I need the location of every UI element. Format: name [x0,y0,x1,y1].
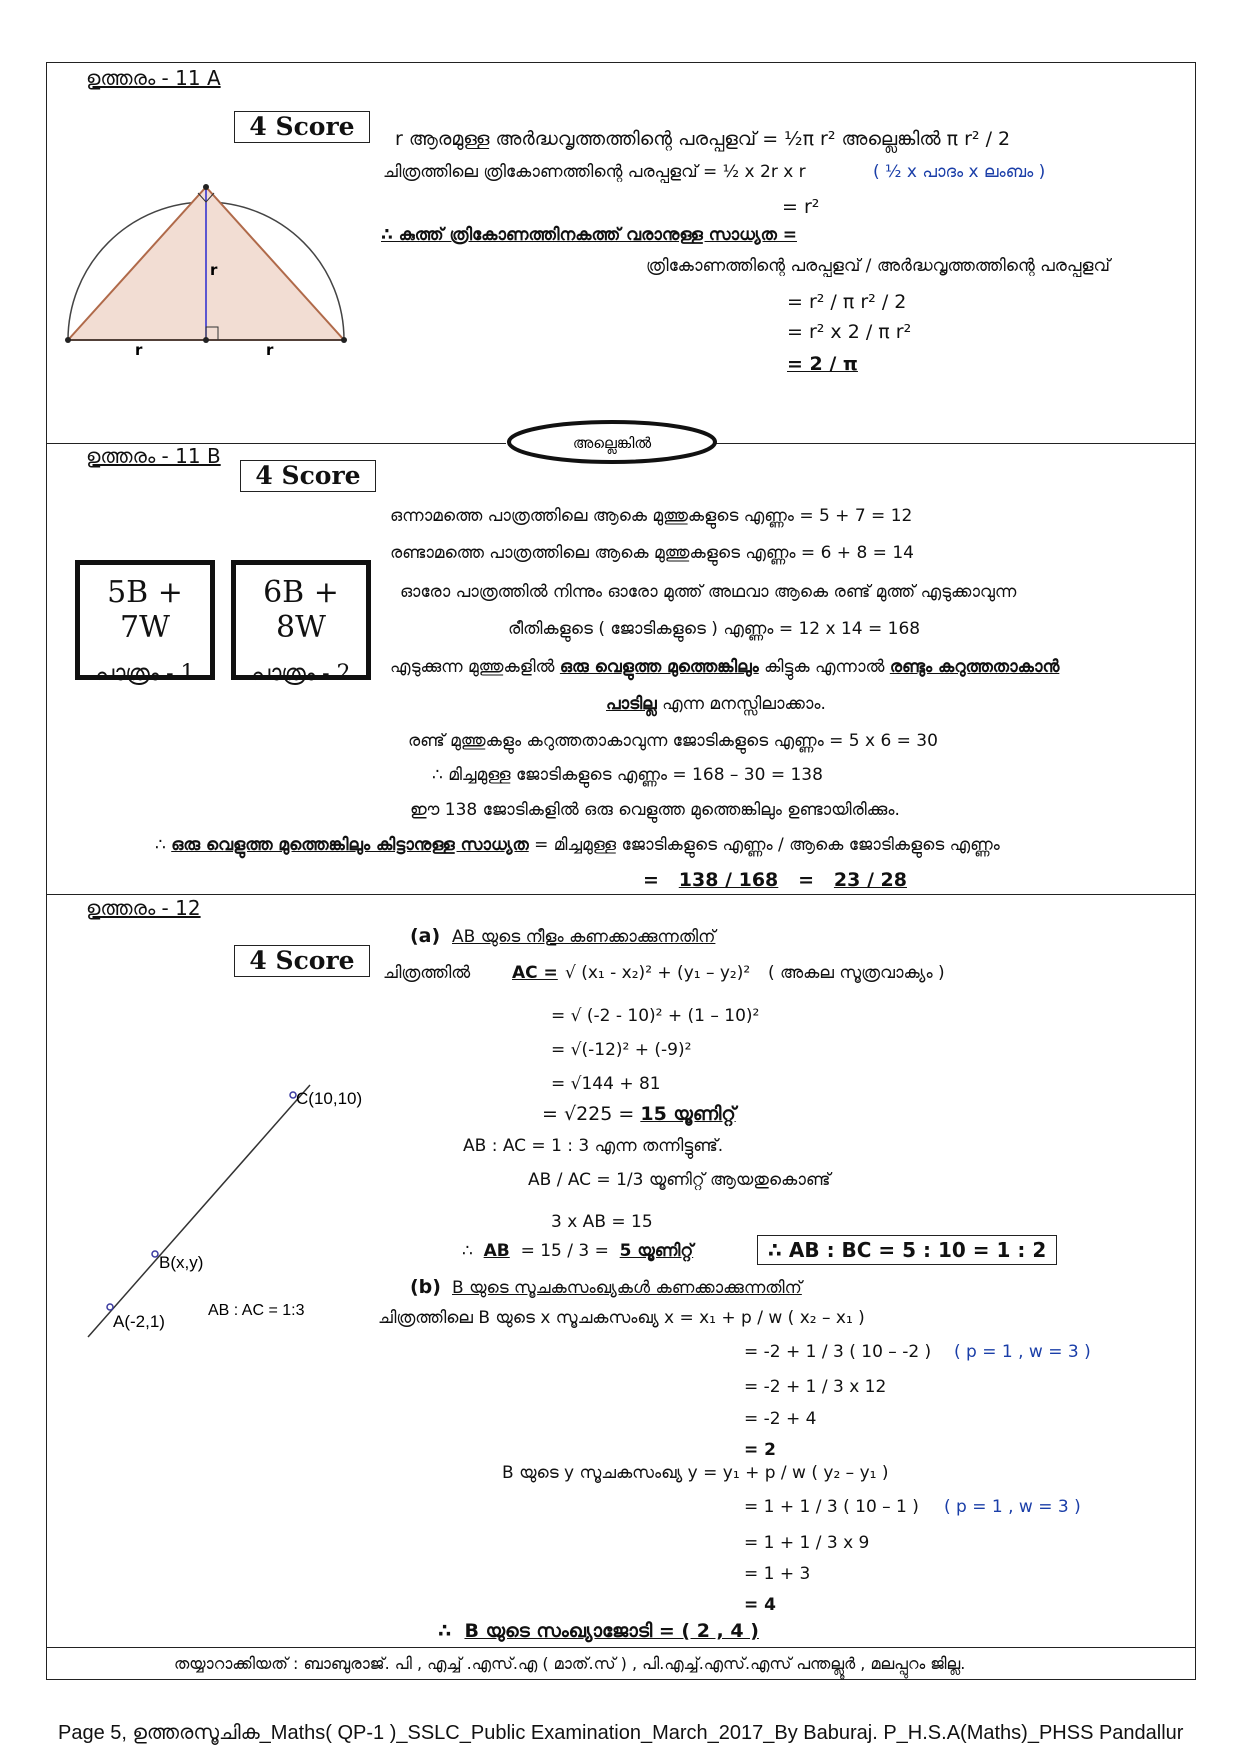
label-b: B(x,y) [159,1253,204,1272]
divider-11b-12 [46,894,1196,895]
point-left [65,337,71,343]
q12-heading: ഉത്തരം - 12 [86,896,201,920]
q11a-heading: ഉത്തരം - 11 A [86,66,221,90]
q12a-step-4: = √225 = 15 യൂണിറ്റ് [542,1103,736,1125]
line-segment-figure [80,1075,380,1355]
q12b-title: B യുടെ സൂചകസംഖ്യകൾ കണക്കാക്കുന്നതിന് [452,1278,802,1298]
q11b-line-138: ഈ 138 ജോടികളിൽ ഒരു വെളുത്ത മുത്തെങ്കിലും ഉണ്ടായിരിക്കും. [410,800,900,820]
q11b-heading: ഉത്തരം - 11 B [86,444,221,468]
label-ratio: AB : AC = 1:3 [208,1302,305,1319]
q12a-step-1: = √ (-2 - 10)² + (1 – 10)² [551,1006,760,1026]
q12b-pw-note-1: ( p = 1 , w = 3 ) [954,1342,1091,1362]
point-right [341,337,347,343]
q12a-unit-line: AB / AC = 1/3 യൂണിറ്റ് ആയതുകൊണ്ട് [528,1170,831,1190]
q12b-y-step-2: = 1 + 1 / 3 x 9 [744,1533,870,1553]
q12a-label: (a) [410,925,441,947]
q11a-line-probability: ∴ കുത്ത് ത്രികോണത്തിനകത്ത് വരാനുള്ള സാധ്യത = [381,225,797,245]
jar-1 [75,560,215,686]
point-top [203,184,209,190]
radius-label-vertical: r [210,261,218,279]
q11a-step-3 [787,353,858,375]
segment-ac [88,1085,310,1337]
jar-2 [231,560,371,686]
q11a-step-2: = r² x 2 / π r² [787,321,912,343]
q11b-line-pairs: രീതികളുടെ ( ജോടികളുടെ ) എണ്ണം = 12 x 14 = 168 [508,619,921,639]
point-b [152,1251,158,1257]
q12b-x-step-2: = -2 + 1 / 3 x 12 [744,1377,887,1397]
jar-1-name: പാത്രം - 1 [95,661,195,686]
q12b-x-step-1: = -2 + 1 / 3 ( 10 – -2 ) [744,1342,932,1362]
q12a-formula: √ (x₁ - x₂)² + (y₁ – y₂)² [565,963,751,983]
label-c: C(10,10) [296,1089,363,1108]
q12a-eq-line: 3 x AB = 15 [551,1212,653,1232]
q12a-formula-note: ( അകല സൂത്രവാക്യം ) [768,963,945,983]
q12b-y-line: B യുടെ y സൂചകസംഖ്യ y = y₁ + p / w ( y₂ – y₁ ) [502,1463,889,1483]
q11a-line-semicircle-area: r ആരമുള്ള അർദ്ധവൃത്തത്തിന്റെ പരപ്പളവ് = ½π r² അല്ലെങ്കിൽ π r² / 2 [395,128,1011,150]
or-ellipse [505,417,720,469]
semicircle-triangle-figure [60,175,360,365]
q11b-line-meaning-2: പാടില്ല എന്ന മനസ്സിലാക്കാം. [606,694,826,714]
q11b-line-black-pairs: രണ്ട് മുത്തുകളും കറുത്തതാകാവുന്ന ജോടികളുടെ എണ്ണം = 5 x 6 = 30 [408,731,938,751]
q11b-line-probability: ∴ ഒരു വെളുത്ത മുത്തെങ്കിലും കിട്ടാനുള്ള സാധ്യത = മിച്ചമുള്ള ജോടികളുടെ എണ്ണം / ആകെ ജോടികളുടെ എണ്ണം [155,835,1000,855]
credit-line: തയ്യാറാക്കിയത് : ബാബുരാജ്. പി , എച്ച് .എസ്.എ ( മാത്.സ് ) , പി.എച്ച്.എസ്.എസ് പന്തല്ലൂർ , മലപ്പുറം ജില്ല. [174,1654,966,1673]
q12a-step-2: = √(-12)² + (-9)² [551,1040,692,1060]
q12b-y-step-4: = 4 [744,1595,776,1615]
jar-2-formula: 6B + 8W [263,575,339,645]
q12a-ac-label: AC = [512,963,558,983]
q12-score: 4 Score [234,945,370,977]
q11a-line-triangle-area: ചിത്രത്തിലെ ത്രികോണത്തിന്റെ പരപ്പളവ് = ½ x 2r x r [383,162,806,182]
q12a-prefix: ചിത്രത്തിൽ [383,963,471,983]
q12a-ab-result: ∴ AB = 15 / 3 = 5 യൂണിറ്റ് [462,1241,694,1261]
q12b-label: (b) [410,1276,441,1298]
q12a-title: AB യുടെ നീളം കണക്കാക്കുന്നതിന് [452,927,716,947]
q11a-step-1: = r² / π r² / 2 [787,291,907,313]
jar-2-name: പാത്രം - 2 [251,661,351,686]
q12a-ratio-line: AB : AC = 1 : 3 എന്ന തന്നിട്ടുണ്ട്. [463,1136,724,1156]
jar-1-formula: 5B + 7W [107,575,183,645]
q12a-abbc-box: ∴ AB : BC = 5 : 10 = 1 : 2 [757,1235,1057,1265]
q12a-step-3: = √144 + 81 [551,1074,661,1094]
page-footer: Page 5, ഉത്തരസൂചിക_Maths( QP-1 )_SSLC_Public Examination_March_2017_By Baburaj. P_H.S.A(Maths)_PHSS Pandallur [58,1722,1184,1744]
q12b-pw-note-2: ( p = 1 , w = 3 ) [944,1497,1081,1517]
q11b-line-pick: ഓരോ പാത്രത്തിൽ നിന്നും ഓരോ മുത്ത് അഥവാ ആകെ രണ്ട് മുത്ത് എടുക്കാവുന്ന [400,582,1017,602]
q11a-answer: = 2 / π [787,353,858,375]
q12b-y-step-1: = 1 + 1 / 3 ( 10 – 1 ) [744,1497,919,1517]
q11b-line-meaning: എടുക്കുന്ന മുത്തുകളിൽ ഒരു വെളുത്ത മുത്തെങ്കിലും കിട്ടുക എന്നാൽ രണ്ടും കറുത്തതാകാൻ [390,657,1060,677]
q11b-score: 4 Score [240,460,376,492]
q11a-line-r2: = r² [782,196,820,218]
q11b-line-jar2-total: രണ്ടാമത്തെ പാത്രത്തിലെ ആകെ മുത്തുകളുടെ എണ്ണം = 6 + 8 = 14 [390,543,914,563]
divider-11a-11b-right [710,443,1196,444]
q12b-x-step-3: = -2 + 4 [744,1409,817,1429]
q12a-ac-result: 15 യൂണിറ്റ് [640,1103,736,1125]
radius-label-left: r [135,341,143,359]
q11b-line-remaining: ∴ മിച്ചമുള്ള ജോടികളുടെ എണ്ണം = 168 – 30 = 138 [432,765,823,785]
divider-12-credit [46,1647,1196,1648]
radius-label-right: r [266,341,274,359]
q12b-final: ∴ B യുടെ സംഖ്യാജോടി = ( 2 , 4 ) [438,1620,759,1642]
q11b-answer: = 138 / 168 = 23 / 28 [643,869,907,891]
q11a-line-ratio: ത്രികോണത്തിന്റെ പരപ്പളവ് / അർദ്ധവൃത്തത്തിന്റെ പരപ്പളവ് [646,256,1110,276]
q12b-y-step-3: = 1 + 3 [744,1564,811,1584]
point-a [107,1304,113,1310]
point-center [203,337,209,343]
q11a-line-triangle-note: ( ½ x പാദം x ലംബം ) [873,162,1046,182]
label-a: A(-2,1) [113,1312,165,1331]
q12b-x-step-4: = 2 [744,1440,776,1460]
or-label: അല്ലെങ്കിൽ [572,434,652,452]
q12b-x-line: ചിത്രത്തിലെ B യുടെ x സൂചകസംഖ്യ x = x₁ + p / w ( x₂ – x₁ ) [378,1308,865,1328]
q11a-score: 4 Score [234,111,370,143]
q11b-line-jar1-total: ഒന്നാമത്തെ പാത്രത്തിലെ ആകെ മുത്തുകളുടെ എണ്ണം = 5 + 7 = 12 [390,506,913,526]
